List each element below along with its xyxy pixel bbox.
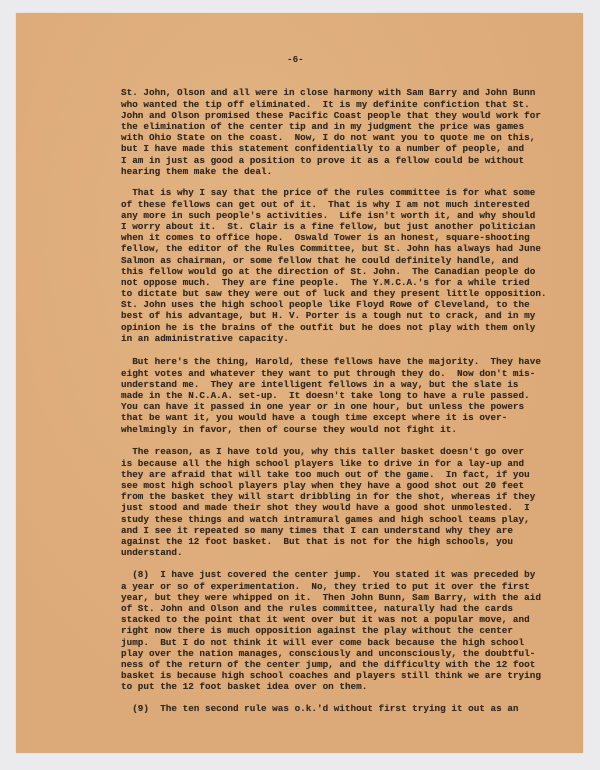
paragraph: [121, 703, 519, 714]
text-line: fellow, the editor of the Rules Committee, but St. John has always had June: [121, 243, 541, 255]
text-line: and I see it repeated so many times that I can understand why they are: [121, 524, 513, 536]
text-line: the elimination of the center tip and in my judgment the price was games: [121, 120, 525, 132]
text-line: any more in such people's activities. Life isn't worth it, and why should: [121, 209, 536, 221]
text-line: St. John, Olson and all were in close harmony with Sam Barry and John Bunn: [121, 87, 536, 99]
text-line: understand me. They are intelligent fellows in a way, but the slate is: [121, 378, 519, 390]
paragraph: [121, 87, 541, 177]
text-line: that be want it, you would have a tough time except where it is over-: [121, 412, 508, 424]
text-line: basket is because high school coaches and players still think we are trying: [121, 670, 541, 682]
text-line: The reason, as I have told you, why this taller basket doesn't go over: [121, 446, 525, 458]
text-line: of St. John and Olson and the rules committee, naturally had the cards: [121, 602, 513, 614]
text-line: they are afraid that will take too much out of the game. In fact, if you: [121, 468, 530, 480]
text-line: study these things and watch intramural games and high school teams play,: [121, 513, 530, 525]
text-line: understand.: [121, 547, 183, 559]
text-line: I am in just as good a position to prove it as a fellow could be without: [121, 154, 525, 166]
text-line: year, but they were whipped on it. Then John Bunn, Sam Barry, with the aid: [121, 591, 541, 603]
text-line: right now there is much opposition against the play without the center: [121, 625, 513, 637]
text-line: You can have it passed in one year or in one hour, but unless the powers: [121, 401, 525, 413]
page-number: -6-: [287, 54, 304, 65]
paragraph: [121, 187, 547, 344]
text-line: who wanted the tip off eliminated. It is my definite confiction that St.: [121, 98, 530, 110]
text-line: best of his advantage, but H. V. Porter is a tough nut to crack, and in my: [121, 310, 536, 322]
text-line: when it comes to office hope. Oswald Tower is an honest, square-shooting: [121, 232, 530, 244]
paragraph: [121, 569, 541, 692]
text-line: from the basket they will start dribbling in for the shot, whereas if they: [121, 491, 536, 503]
text-line: St. John uses the high school people like Floyd Rowe of Cleveland, to the: [121, 299, 530, 311]
text-line: not oppose much. They are fine people. The Y.M.C.A.'s for a while tried: [121, 276, 530, 288]
text-line: eight votes and whatever they want to put through they do. Now don't mis-: [121, 367, 536, 379]
text-line: this fellow would go at the direction of St. John. The Canadian people do: [121, 265, 536, 277]
text-line: to put the 12 foot basket idea over on them.: [121, 681, 368, 693]
text-line: a year or so of experimentation. No, they tried to put it over the first: [121, 580, 530, 592]
text-line: But here's the thing, Harold, these fellows have the majority. They have: [121, 356, 541, 368]
text-line: opinion he is the brains of the outfit but he does not play with them only: [121, 321, 536, 333]
paragraph: [121, 356, 541, 434]
paragraph: [121, 446, 535, 558]
text-line: Salmon as chairman, or some fellow that he could definitely handle, and: [121, 254, 519, 266]
text-line: John and Olson promised these Pacific Coast people that they would work for: [121, 109, 541, 121]
text-line: to dictate but saw they were out of luck and they present little opposition.: [121, 288, 547, 300]
text-line: (9) The ten second rule was o.k.'d without first trying it out as an: [121, 703, 519, 715]
text-line: with Ohio State on the coast. Now, I do not want you to quote me on this,: [121, 132, 536, 144]
text-line: whelmingly in favor, then of course they would not fight it.: [121, 423, 457, 435]
text-line: of these fellows can get out of it. That is why I am not much interested: [121, 198, 530, 210]
text-line: made in the N.C.A.A. set-up. It doesn't take long to have a rule passed.: [121, 389, 530, 401]
text-line: is because all the high school players like to drive in for a lay-up and: [121, 457, 525, 469]
text-line: hearing them make the deal.: [121, 165, 273, 177]
text-line: in an administrative capacity.: [121, 332, 289, 344]
text-line: but I have made this statement confidentially to a number of people, and: [121, 143, 525, 155]
text-line: jump. But I do not think it will ever come back because the high school: [121, 636, 525, 648]
text-line: see most high school players play when they have a good shot out 20 feet: [121, 479, 525, 491]
text-line: against the 12 foot basket. But that is not for the high schools, you: [121, 535, 513, 547]
text-line: (8) I have just covered the center jump. You stated it was preceded by: [121, 569, 536, 581]
text-line: That is why I say that the price of the rules committee is for what some: [121, 187, 536, 199]
text-line: stacked to the point that it went over but it was not a popular move, and: [121, 614, 530, 626]
text-line: ness of the return of the center jump, and the difficulty with the 12 foot: [121, 658, 536, 670]
text-line: I worry about it. St. Clair is a fine fellow, but just another politician: [121, 220, 536, 232]
text-line: just stood and made their shot they would have a good shot unmolested. I: [121, 502, 530, 514]
text-line: play over the nation manages, consciously and unconsciously, the doubtful-: [121, 647, 536, 659]
